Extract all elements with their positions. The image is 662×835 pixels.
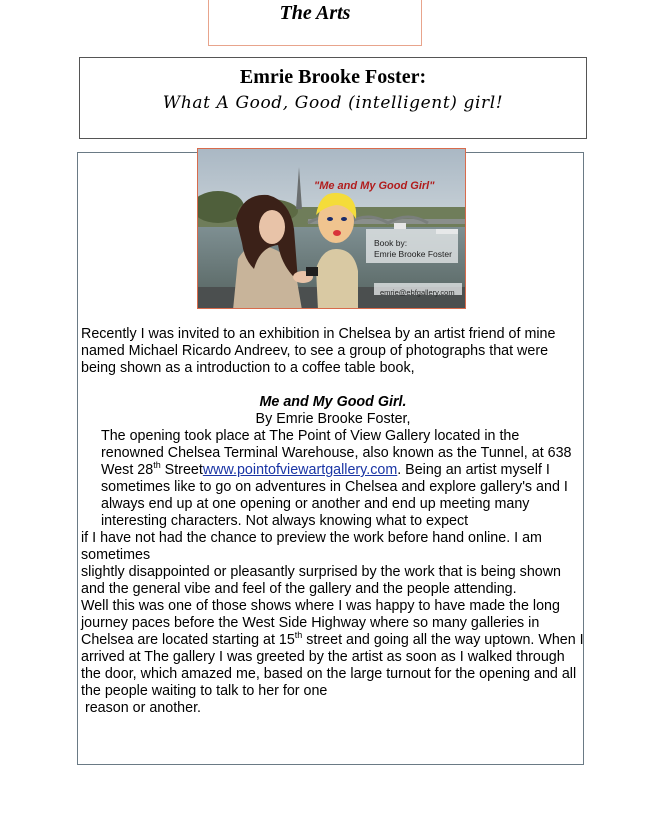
article-paragraph-2: if I have not had the chance to preview the work before hand online. I am sometimes bbox=[81, 530, 542, 563]
p1-text-a: The opening took place at The Point of View Gallery located in the renowned Chelsea Terminal Warehouse, also known as the Tunnel, at 638 West 28 bbox=[101, 428, 572, 478]
gallery-website-link[interactable]: www.pointofviewartgallery.com bbox=[202, 462, 398, 478]
p1-text-b: Street bbox=[160, 462, 203, 478]
photo-scene-illustration bbox=[198, 149, 466, 309]
section-header-box bbox=[208, 0, 422, 46]
p1-sup: th bbox=[153, 460, 161, 471]
paragraph-gap bbox=[81, 377, 585, 394]
article-title: Emrie Brooke Foster: bbox=[239, 66, 427, 88]
book-title: Me and My Good Girl. bbox=[259, 394, 407, 410]
p4-sup: th bbox=[294, 630, 303, 641]
article-paragraph-1 bbox=[81, 428, 585, 530]
article-paragraph-3: slightly disappointed or pleasantly surprised by the work that is being shown and the general vibe and feel of the gallery and the people attending. bbox=[81, 564, 562, 597]
article-subtitle: What A Good, Good (intelligent) girl! bbox=[162, 93, 504, 113]
photo-book-line1: Book by: bbox=[374, 238, 408, 248]
photo-book-line2: Emrie Brooke Foster bbox=[374, 249, 452, 259]
photo-book-credit bbox=[374, 238, 452, 260]
p4-text-a: Well this was one of those shows where I was happy to have made the long journey paces before the West Side Highway where so many galleries in Chelsea are located starting at 15 bbox=[81, 598, 560, 648]
photo-caption: "Me and My Good Girl" bbox=[314, 180, 435, 192]
article-paragraph-4 bbox=[81, 598, 585, 700]
p4-text-b: street and going all the way uptown. When I arrived at The gallery I was greeted by the artist as soon as I walked through the door, which amazed me, based on the large turnout for the opening and all the people waiting to talk to her for one bbox=[81, 632, 584, 699]
article-body bbox=[81, 326, 585, 717]
article-title-box bbox=[79, 57, 587, 139]
section-title: The Arts bbox=[279, 2, 351, 24]
book-byline: By Emrie Brooke Foster, bbox=[255, 411, 411, 427]
book-cover-photo bbox=[197, 148, 466, 309]
photo-email: emrie@ebfgallery.com bbox=[380, 288, 455, 297]
article-paragraph-5: reason or another. bbox=[81, 700, 202, 716]
article-intro: Recently I was invited to an exhibition in Chelsea by an artist friend of mine named Michael Ricardo Andreev, to see a group of photographs that were being shown as a introduction to a coffee table book, bbox=[81, 326, 556, 376]
p1-text-c: . Being an artist myself I sometimes like to go on adventures in Chelsea and explore gallery's and I always end up at one opening or another and end up meeting many interesting characters. Not always knowing what to expect bbox=[101, 462, 568, 529]
